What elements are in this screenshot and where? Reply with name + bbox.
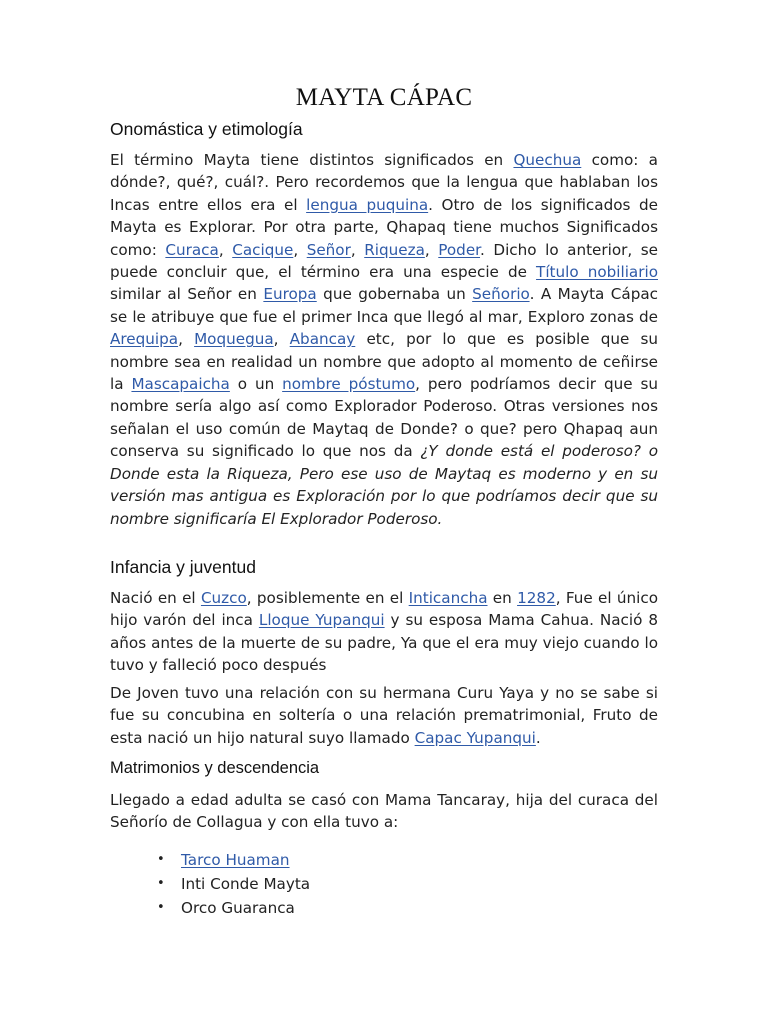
link-cuzco[interactable]: Cuzco: [200, 589, 247, 607]
link-lengua-puquina[interactable]: lengua puquina: [306, 195, 429, 214]
link-mascapaicha[interactable]: Mascapaicha: [131, 375, 230, 394]
link-1282[interactable]: 1282: [517, 589, 556, 607]
link-quechua[interactable]: Quechua: [513, 151, 582, 169]
link-poder[interactable]: Poder: [438, 240, 481, 259]
link-titulo-nobiliario[interactable]: Título nobiliario: [536, 263, 658, 282]
paragraph-infancia-1: Nació en el Cuzco, posiblemente en el Inticancha en 1282, Fue el único hijo varón del inca Lloque Yupanqui y su esposa Mama Cahua. Nació 8 años antes de la muerte de su padre, Ya que el era muy viejo cuando lo tuvo y falleció poco después: [110, 589, 658, 675]
list-item: [150, 848, 310, 872]
link-cacique[interactable]: Cacique: [232, 240, 294, 259]
bullet-icon: •: [157, 876, 165, 892]
link-lloque-yupanqui[interactable]: Lloque Yupanqui: [258, 611, 385, 630]
paragraph-matrimonios: Llegado a edad adulta se casó con Mama Tancaray, hija del curaca del Señorío de Collagua y con ella tuvo a:: [110, 791, 658, 832]
link-abancay[interactable]: Abancay: [289, 330, 356, 349]
link-riqueza[interactable]: Riqueza: [364, 240, 425, 259]
heading-onomastica: Onomástica y etimología: [110, 119, 303, 139]
link-nombre-postumo[interactable]: nombre póstumo: [282, 375, 416, 394]
bullet-icon: •: [157, 900, 165, 916]
list-item: • Inti Conde Mayta: [150, 872, 310, 896]
list-item: • Orco Guaranca: [150, 896, 310, 920]
paragraph-infancia-2: De Joven tuvo una relación con su hermana Curu Yaya y no se sabe si fue su concubina en soltería o una relación prematrimonial, Fruto de esta nació un hijo natural suyo llamado Capac Yupanqui.: [110, 684, 658, 747]
link-senor[interactable]: Señor: [306, 240, 351, 259]
link-curaca[interactable]: Curaca: [165, 240, 219, 259]
heading-infancia: Infancia y juventud: [110, 557, 256, 577]
link-europa[interactable]: Europa: [263, 285, 317, 304]
link-capac-yupanqui[interactable]: Capac Yupanqui: [414, 728, 536, 747]
document-title: MAYTA CÁPAC: [295, 84, 473, 111]
link-tarco-huaman[interactable]: Tarco Huaman: [181, 851, 290, 869]
heading-matrimonios: Matrimonios y descendencia: [110, 759, 320, 777]
link-moquegua[interactable]: Moquegua: [194, 330, 274, 349]
children-list: [150, 848, 310, 921]
link-arequipa[interactable]: Arequipa: [110, 330, 179, 349]
link-senorio[interactable]: Señorio: [472, 285, 530, 304]
italic-quote: ¿Y donde está el poderoso? o Donde esta la Riqueza, Pero ese uso de Maytaq es moderno y en su versión mas antigua es Exploración por lo que podríamos decir que su nombre significaría El Explorador Poderoso.: [110, 442, 658, 528]
link-inticancha[interactable]: Inticancha: [408, 589, 488, 607]
bullet-icon: •: [157, 852, 165, 867]
paragraph-onomastica: El término Mayta tiene distintos significados en Quechua como: a dónde?, qué?, cuál?. Pero recordemos que la lengua que hablaban los Incas entre ellos era el lengua puquina. Otro de los significados de Mayta es Explorar. Por otra parte, Qhapaq tiene muchos Significados como: Curaca, Cacique, Señor, Riqueza, Poder. Dicho lo anterior, se puede concluir que, el término era una especie de Título nobiliario similar al Señor en Europa que gobernaba un Señorio. A Mayta Cápac se le atribuye que fue el primer Inca que llegó al mar, Exploro zonas de Arequipa, Moquegua, Abancay etc, por lo que es posible que su nombre sea en realidad un nombre que adopto al momento de ceñirse la Mascapaicha o un nombre póstumo, pero podríamos decir que su nombre sería algo así como Explorador Poderoso. Otras versiones nos señalan el uso común de Maytaq de Donde? o que? pero Qhapaq aun conserva su significado lo que nos da ¿Y donde está el poderoso? o Donde esta la Riqueza, Pero ese uso de Maytaq es moderno y en su versión mas antigua es Exploración por lo que podríamos decir que su nombre significaría El Explorador Poderoso.: [110, 151, 659, 528]
